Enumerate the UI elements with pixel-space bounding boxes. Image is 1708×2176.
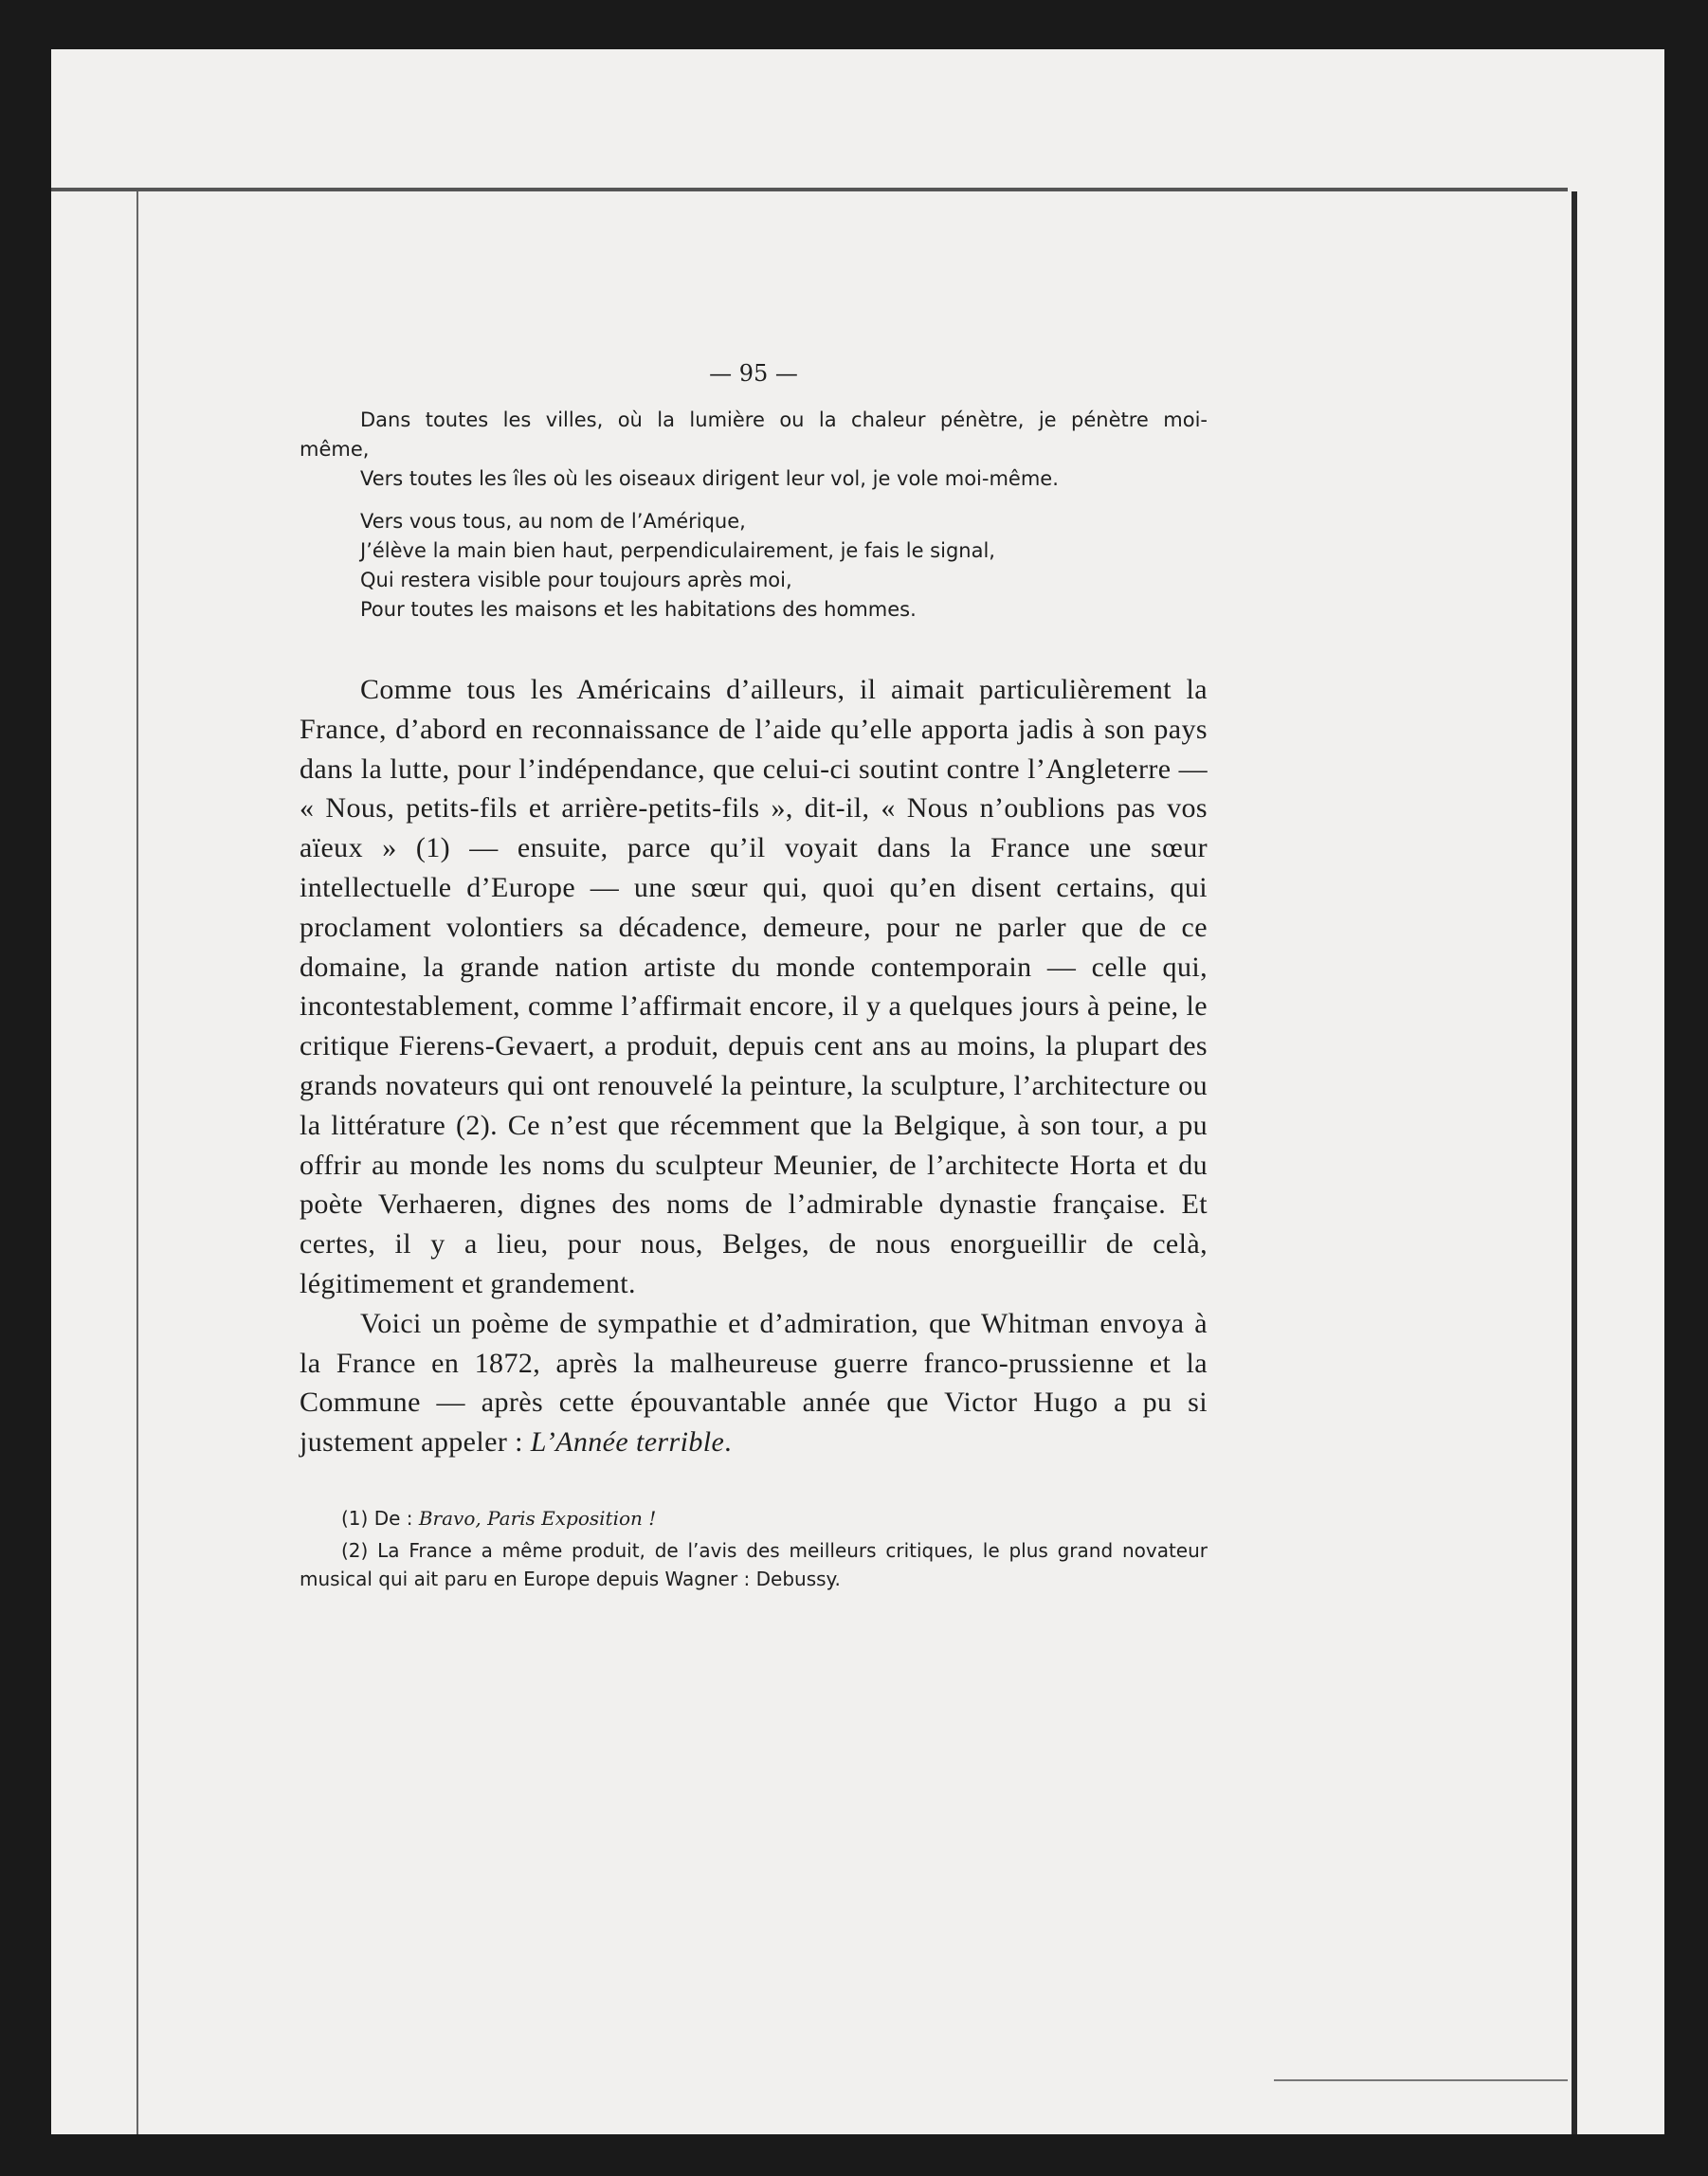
poem-stanza-2 [300,507,1208,625]
paragraph-2-text: Voici un poème de sympathie et d’admiration, que Whitman envoya à la France en 1872, après la malheureuse guerre franco-prussienne et la Commune — après cette épouvantable année que Victor Hugo a pu si justement appeler : [300,1307,1208,1459]
paragraph-1: Comme tous les Américains d’ailleurs, il aimait particulièrement la France, d’abord en reconnaissance de l’aide qu’elle apporta jadis à son pays dans la lutte, pour l’indépendance, que celui-ci soutint contre l’Angleterre — « Nous, petits-fils et arrière-petits-fils », dit-il, « Nous n’oublions pas vos aïeux » (1) — ensuite, parce qu’il voyait dans la France une sœur intellectuelle d’Europe — une sœur qui, quoi qu’en disent certains, qui proclament volontiers sa décadence, demeure, pour ne parler que de ce domaine, la grande nation artiste du monde contemporain — celle qui, incontestablement, comme l’affirmait encore, il y a quelques jours à peine, le critique Fierens-Gevaert, a produit, depuis cent ans au moins, la plupart des grands novateurs qui ont renouvelé la peinture, la sculpture, l’architecture ou la littérature (2). Ce n’est que récemment que la Belgique, à son tour, a pu offrir au monde les noms du sculpteur Meunier, de l’architecte Horta et du poète Verhaeren, dignes des noms de l’admirable dynastie française. Et certes, il y a lieu, pour nous, Belges, de nous enorgueillir de celà, légitimement et grandement. [300,674,1208,1299]
poem-line: Vers toutes les îles où les oiseaux dirigent leur vol, je vole moi-même. [360,467,1059,490]
page-content [300,360,1208,1597]
poem-stanza-1 [300,406,1208,494]
poem-line: Dans toutes les villes, où la lumière ou la chaleur pénètre, je pénètre moi- [360,408,1208,431]
poem-line: Vers vous tous, au nom de l’Amérique, [360,510,746,533]
footnote-1 [300,1504,1208,1532]
paragraph-2-end: . [724,1426,733,1459]
footnote-1-title: Bravo, Paris Exposition ! [418,1506,657,1530]
poem-line: Pour toutes les maisons et les habitations des hommes. [360,598,917,621]
paragraph-2 [300,1304,1208,1462]
book-title: L’Année terrible [530,1426,725,1459]
body-text [300,670,1208,1462]
footnote-2: (2) La France a même produit, de l’avis des meilleurs critiques, le plus grand novateur musical qui ait paru en Europe depuis Wagner : Debussy. [300,1538,1208,1590]
footnote-1-prefix: (1) De : [341,1506,419,1530]
poem-line: J’élève la main bien haut, perpendiculairement, je fais le signal, [360,539,995,562]
frame-bottom-rule [1274,2079,1568,2081]
poem-line: même, [300,438,370,461]
footnotes [300,1504,1208,1593]
poem-line: Qui restera visible pour toujours après moi, [360,569,792,591]
page-number: — 95 — [709,360,798,387]
